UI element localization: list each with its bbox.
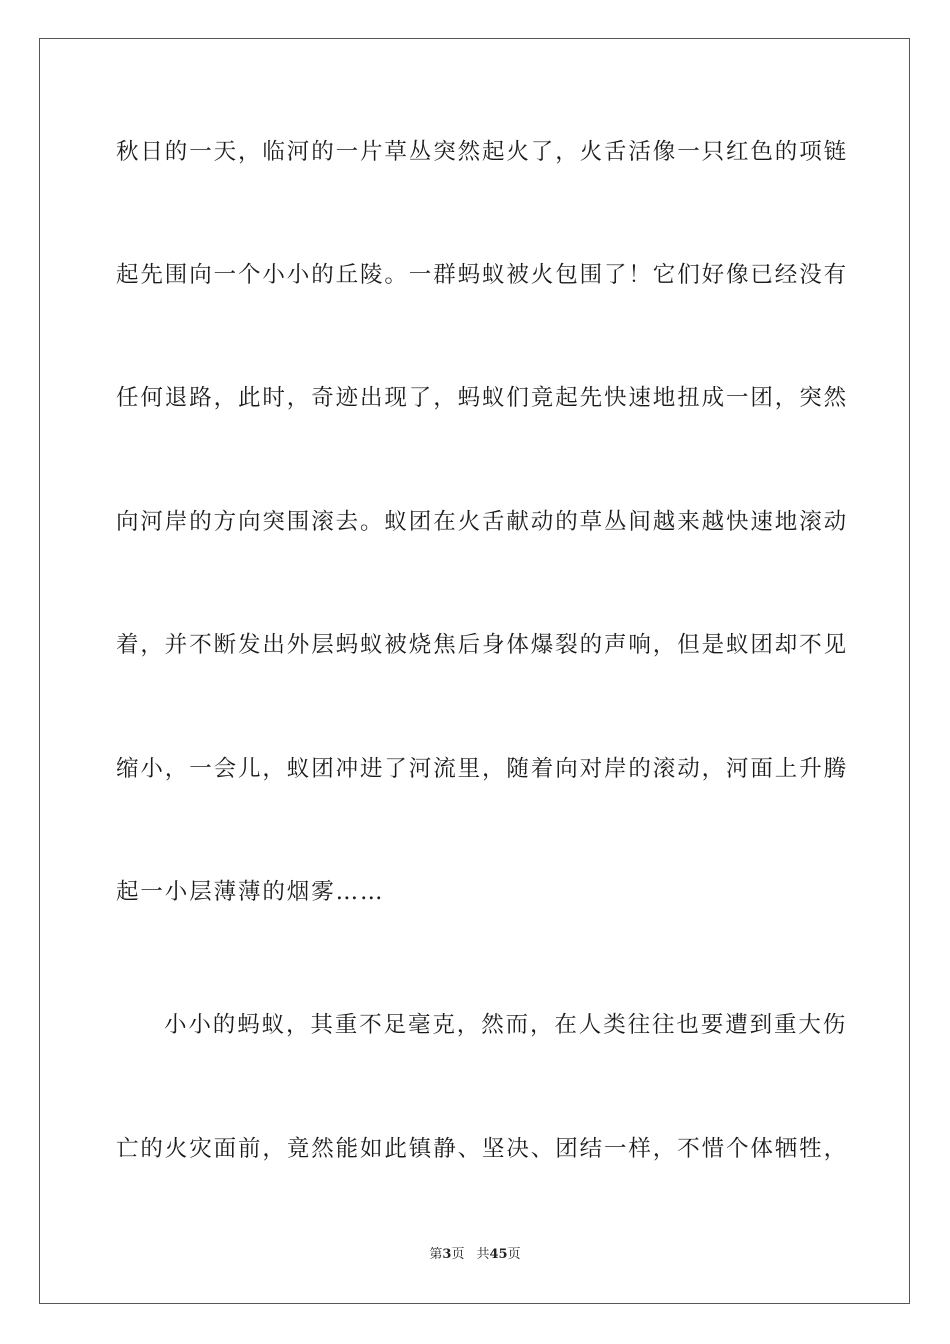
- page-footer: [0, 1246, 950, 1264]
- text-line: 秋日的一天，临河的一片草丛突然起火了，火舌活像一只红色的项链: [116, 139, 849, 165]
- text-line: 任何退路，此时，奇迹出现了，蚂蚁们竟起先快速地扭成一团，突然: [116, 385, 849, 411]
- text-line: 亡的火灾面前，竟然能如此镇静、坚决、团结一样，不惜个体牺牲，: [116, 1136, 849, 1162]
- text-line: 向河岸的方向突围滚去。蚁团在火舌献动的草丛间越来越快速地滚动: [116, 509, 849, 535]
- paragraph-first-line: 小小的蚂蚁，其重不足毫克，然而，在人类往往也要遭到重大伤: [164, 1012, 848, 1038]
- page-suffix: 页: [451, 1247, 465, 1262]
- total-suffix: 页: [507, 1247, 521, 1262]
- total-prefix: 共: [476, 1247, 490, 1262]
- text-line: 着，并不断发出外层蚂蚁被烧焦后身体爆裂的声响，但是蚁团却不见: [116, 632, 849, 658]
- page-number: 3: [442, 1247, 452, 1262]
- total-pages: 45: [489, 1247, 508, 1262]
- text-line: 缩小，一会儿，蚁团冲进了河流里，随着向对岸的滚动，河面上升腾: [116, 756, 849, 782]
- text-line: 起先围向一个小小的丘陵。一群蚂蚁被火包围了！它们好像已经没有: [116, 262, 849, 288]
- page-border: [39, 38, 910, 1304]
- text-line: 起一小层薄薄的烟雾……: [116, 879, 385, 905]
- page-prefix: 第: [429, 1247, 443, 1262]
